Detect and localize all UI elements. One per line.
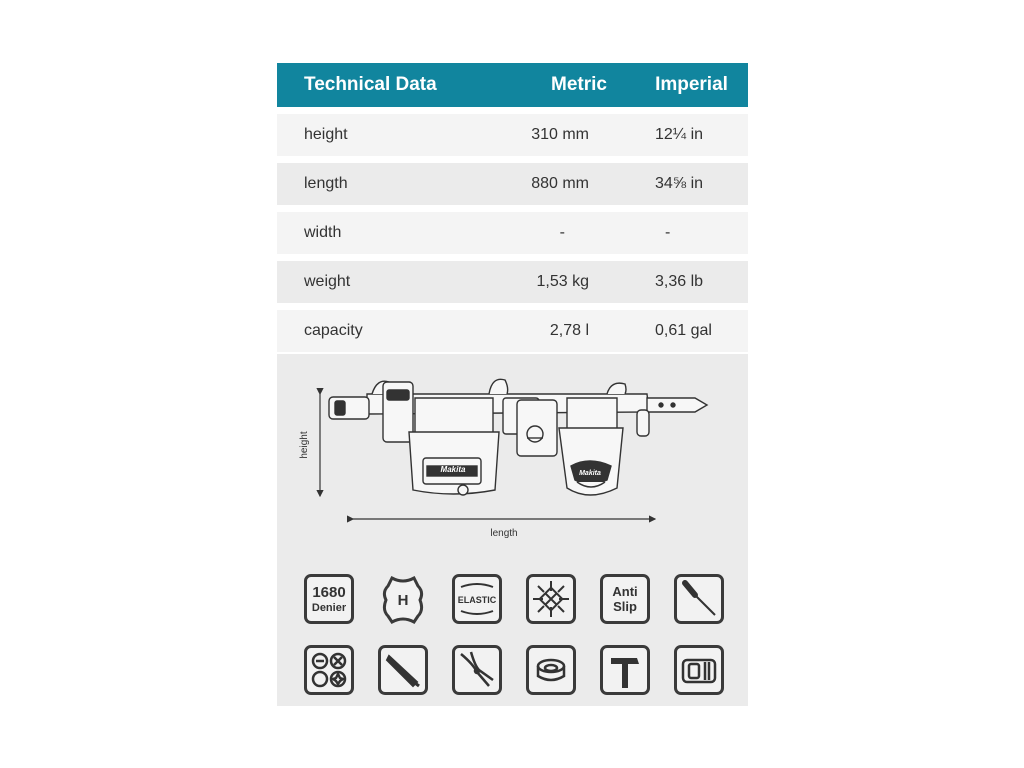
row-imperial: 12¼ in — [655, 126, 704, 143]
anti-slip-line2: Slip — [613, 599, 637, 614]
tape-icon — [526, 645, 576, 695]
row-label: capacity — [304, 322, 363, 339]
row-label: length — [304, 175, 348, 192]
screwdriver-icon — [674, 574, 724, 624]
row-metric: - — [559, 224, 565, 241]
hammer-icon — [600, 645, 650, 695]
denier-icon — [304, 574, 354, 624]
table-row — [277, 114, 748, 156]
header-imperial: Imperial — [655, 74, 728, 95]
row-metric: 1,53 kg — [536, 273, 589, 290]
elastic-icon — [452, 574, 502, 624]
tool-belt-diagram — [277, 354, 748, 554]
brand-label: Makita — [440, 465, 466, 474]
row-metric: 310 mm — [531, 126, 589, 143]
pliers-icon — [452, 645, 502, 695]
row-metric: 880 mm — [531, 175, 589, 192]
header-technical-data: Technical Data — [304, 74, 437, 95]
brand-label: Makita — [579, 470, 601, 477]
row-imperial: - — [665, 224, 671, 241]
row-label: weight — [304, 273, 351, 290]
row-imperial: 3,36 lb — [655, 273, 704, 290]
header-metric: Metric — [551, 74, 607, 95]
table-row — [277, 163, 748, 205]
table-row — [277, 261, 748, 303]
technical-data-sheet — [277, 63, 748, 614]
row-metric: 2,78 l — [549, 322, 589, 339]
durable-icon — [526, 574, 576, 624]
row-imperial: 34⅝ in — [655, 175, 704, 192]
table-row — [277, 310, 748, 352]
denier-number: 1680 — [312, 583, 346, 601]
denier-unit: Denier — [311, 601, 347, 614]
leather-letter: H — [397, 592, 409, 609]
leather-icon — [378, 574, 428, 624]
table-header — [277, 63, 748, 107]
row-label: width — [304, 224, 342, 241]
elastic-label: ELASTIC — [457, 595, 497, 605]
row-label: height — [304, 126, 348, 143]
tool-belt — [329, 379, 707, 495]
table-row — [277, 212, 748, 254]
bits-icon — [304, 645, 354, 695]
product-panel — [277, 354, 748, 706]
anti-slip-icon — [600, 574, 650, 624]
utility-knife-icon — [378, 645, 428, 695]
row-imperial: 0,61 gal — [655, 322, 712, 339]
anti-slip-line1: Anti — [612, 584, 638, 599]
buckle-icon — [674, 645, 724, 695]
length-label: length — [490, 528, 518, 539]
height-label: height — [299, 431, 310, 459]
